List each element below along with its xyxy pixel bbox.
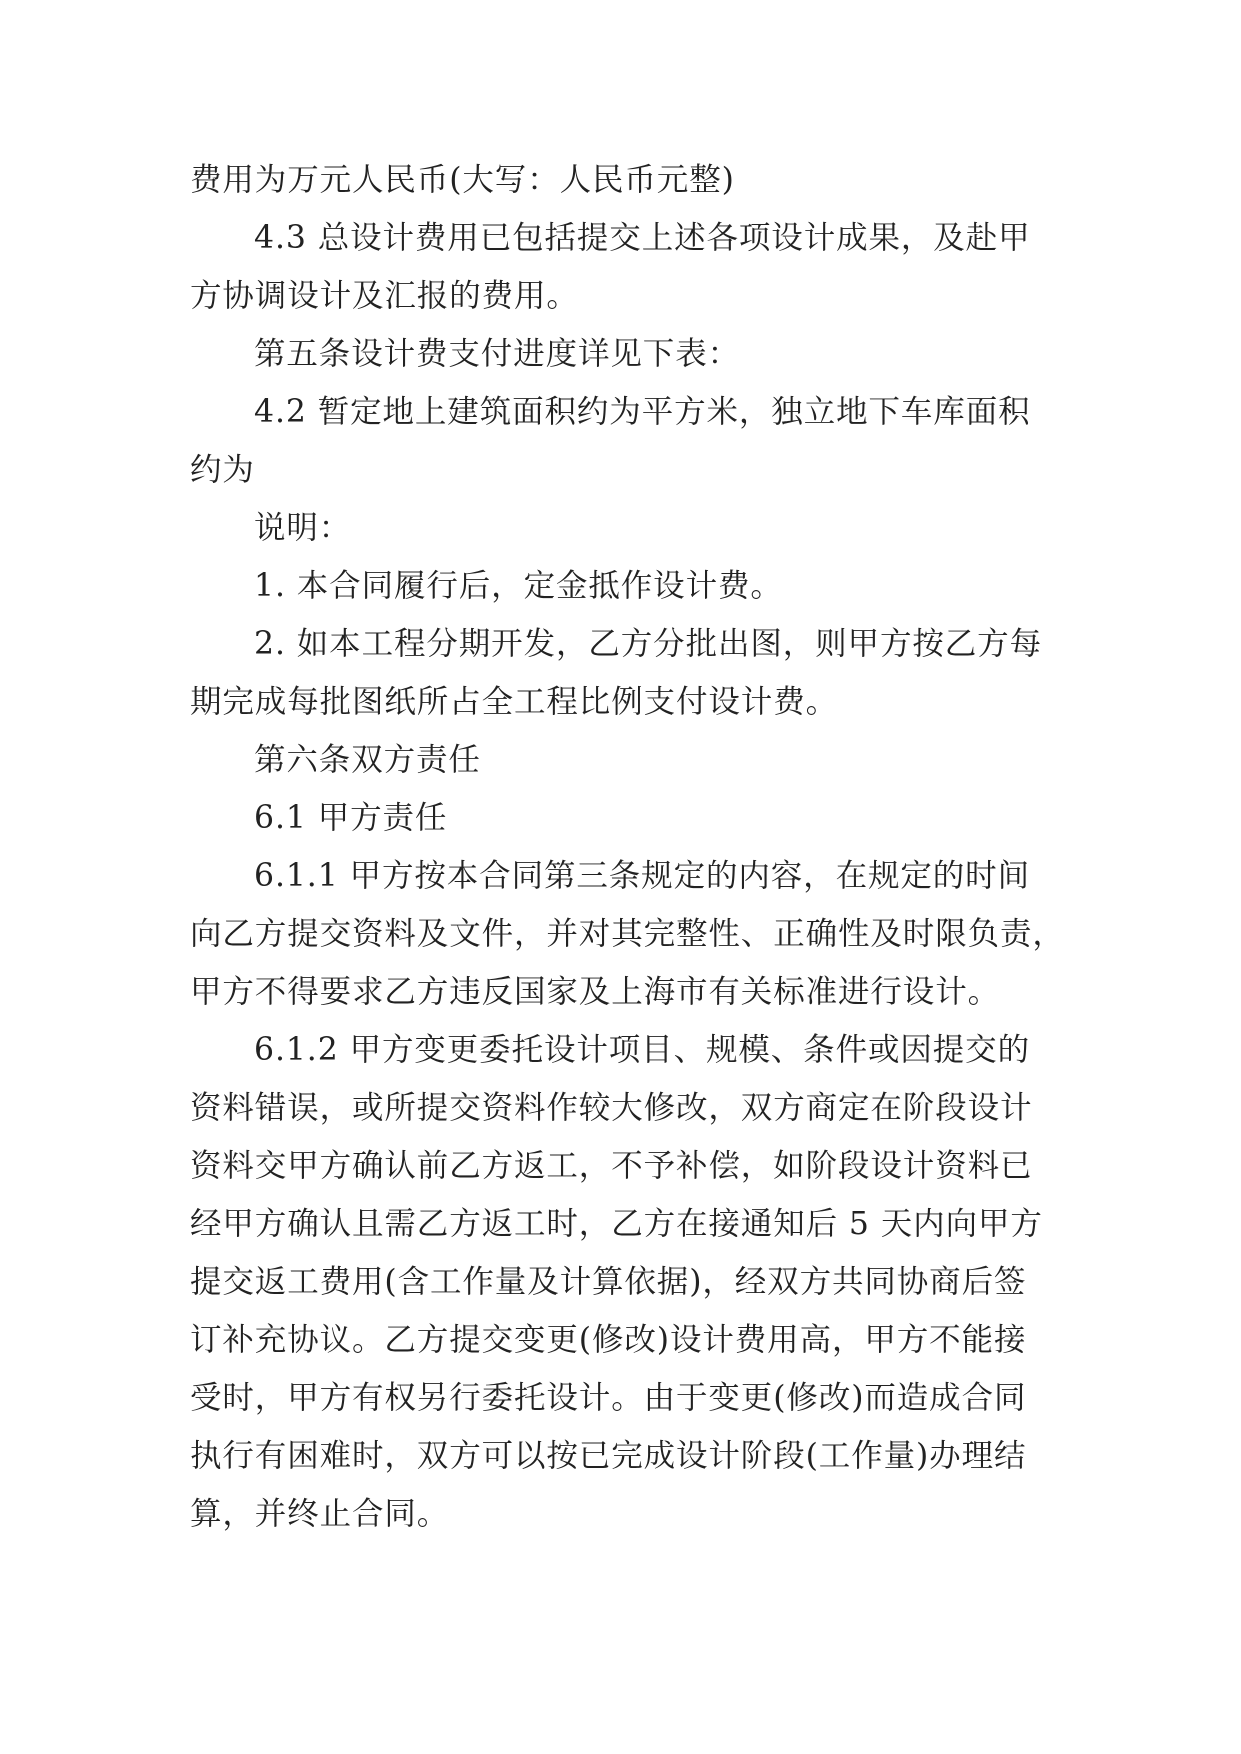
text-line: 向乙方提交资料及文件，并对其完整性、正确性及时限负责， (190, 916, 1065, 952)
text-line: 提交返工费用(含工作量及计算依据)，经双方共同协商后签 (190, 1264, 1027, 1300)
text-line: 4.3 总设计费用已包括提交上述各项设计成果，及赴甲 (254, 220, 1031, 256)
text-line: 资料交甲方确认前乙方返工，不予补偿，如阶段设计资料已 (190, 1148, 1033, 1184)
text-line: 约为 (190, 452, 255, 488)
text-line: 经甲方确认且需乙方返工时，乙方在接通知后 5 天内向甲方 (190, 1206, 1043, 1242)
text-line: 2. 如本工程分期开发，乙方分批出图，则甲方按乙方每 (254, 626, 1042, 662)
text-line: 1. 本合同履行后，定金抵作设计费。 (254, 568, 783, 604)
text-line: 6.1.2 甲方变更委托设计项目、规模、条件或因提交的 (254, 1032, 1030, 1068)
text-line: 费用为万元人民币(大写：人民币元整) (190, 162, 735, 198)
text-line: 算，并终止合同。 (190, 1496, 450, 1532)
text-line: 6.1.1 甲方按本合同第三条规定的内容，在规定的时间 (254, 858, 1030, 894)
text-line: 执行有困难时，双方可以按已完成设计阶段(工作量)办理结 (190, 1438, 1027, 1474)
section-heading: 第六条双方责任 (254, 742, 481, 778)
text-line: 4.2 暂定地上建筑面积约为平方米，独立地下车库面积 (254, 394, 1031, 430)
text-line: 说明： (254, 510, 352, 546)
text-line: 方协调设计及汇报的费用。 (190, 278, 579, 314)
text-line: 甲方不得要求乙方违反国家及上海市有关标准进行设计。 (190, 974, 1001, 1010)
section-heading: 第五条设计费支付进度详见下表： (254, 336, 741, 372)
subsection-heading: 6.1 甲方责任 (254, 800, 448, 836)
text-line: 期完成每批图纸所占全工程比例支付设计费。 (190, 684, 839, 720)
text-line: 资料错误，或所提交资料作较大修改，双方商定在阶段设计 (190, 1090, 1033, 1126)
text-line: 受时，甲方有权另行委托设计。由于变更(修改)而造成合同 (190, 1380, 1027, 1416)
text-line: 订补充协议。乙方提交变更(修改)设计费用高，甲方不能接 (190, 1322, 1027, 1358)
